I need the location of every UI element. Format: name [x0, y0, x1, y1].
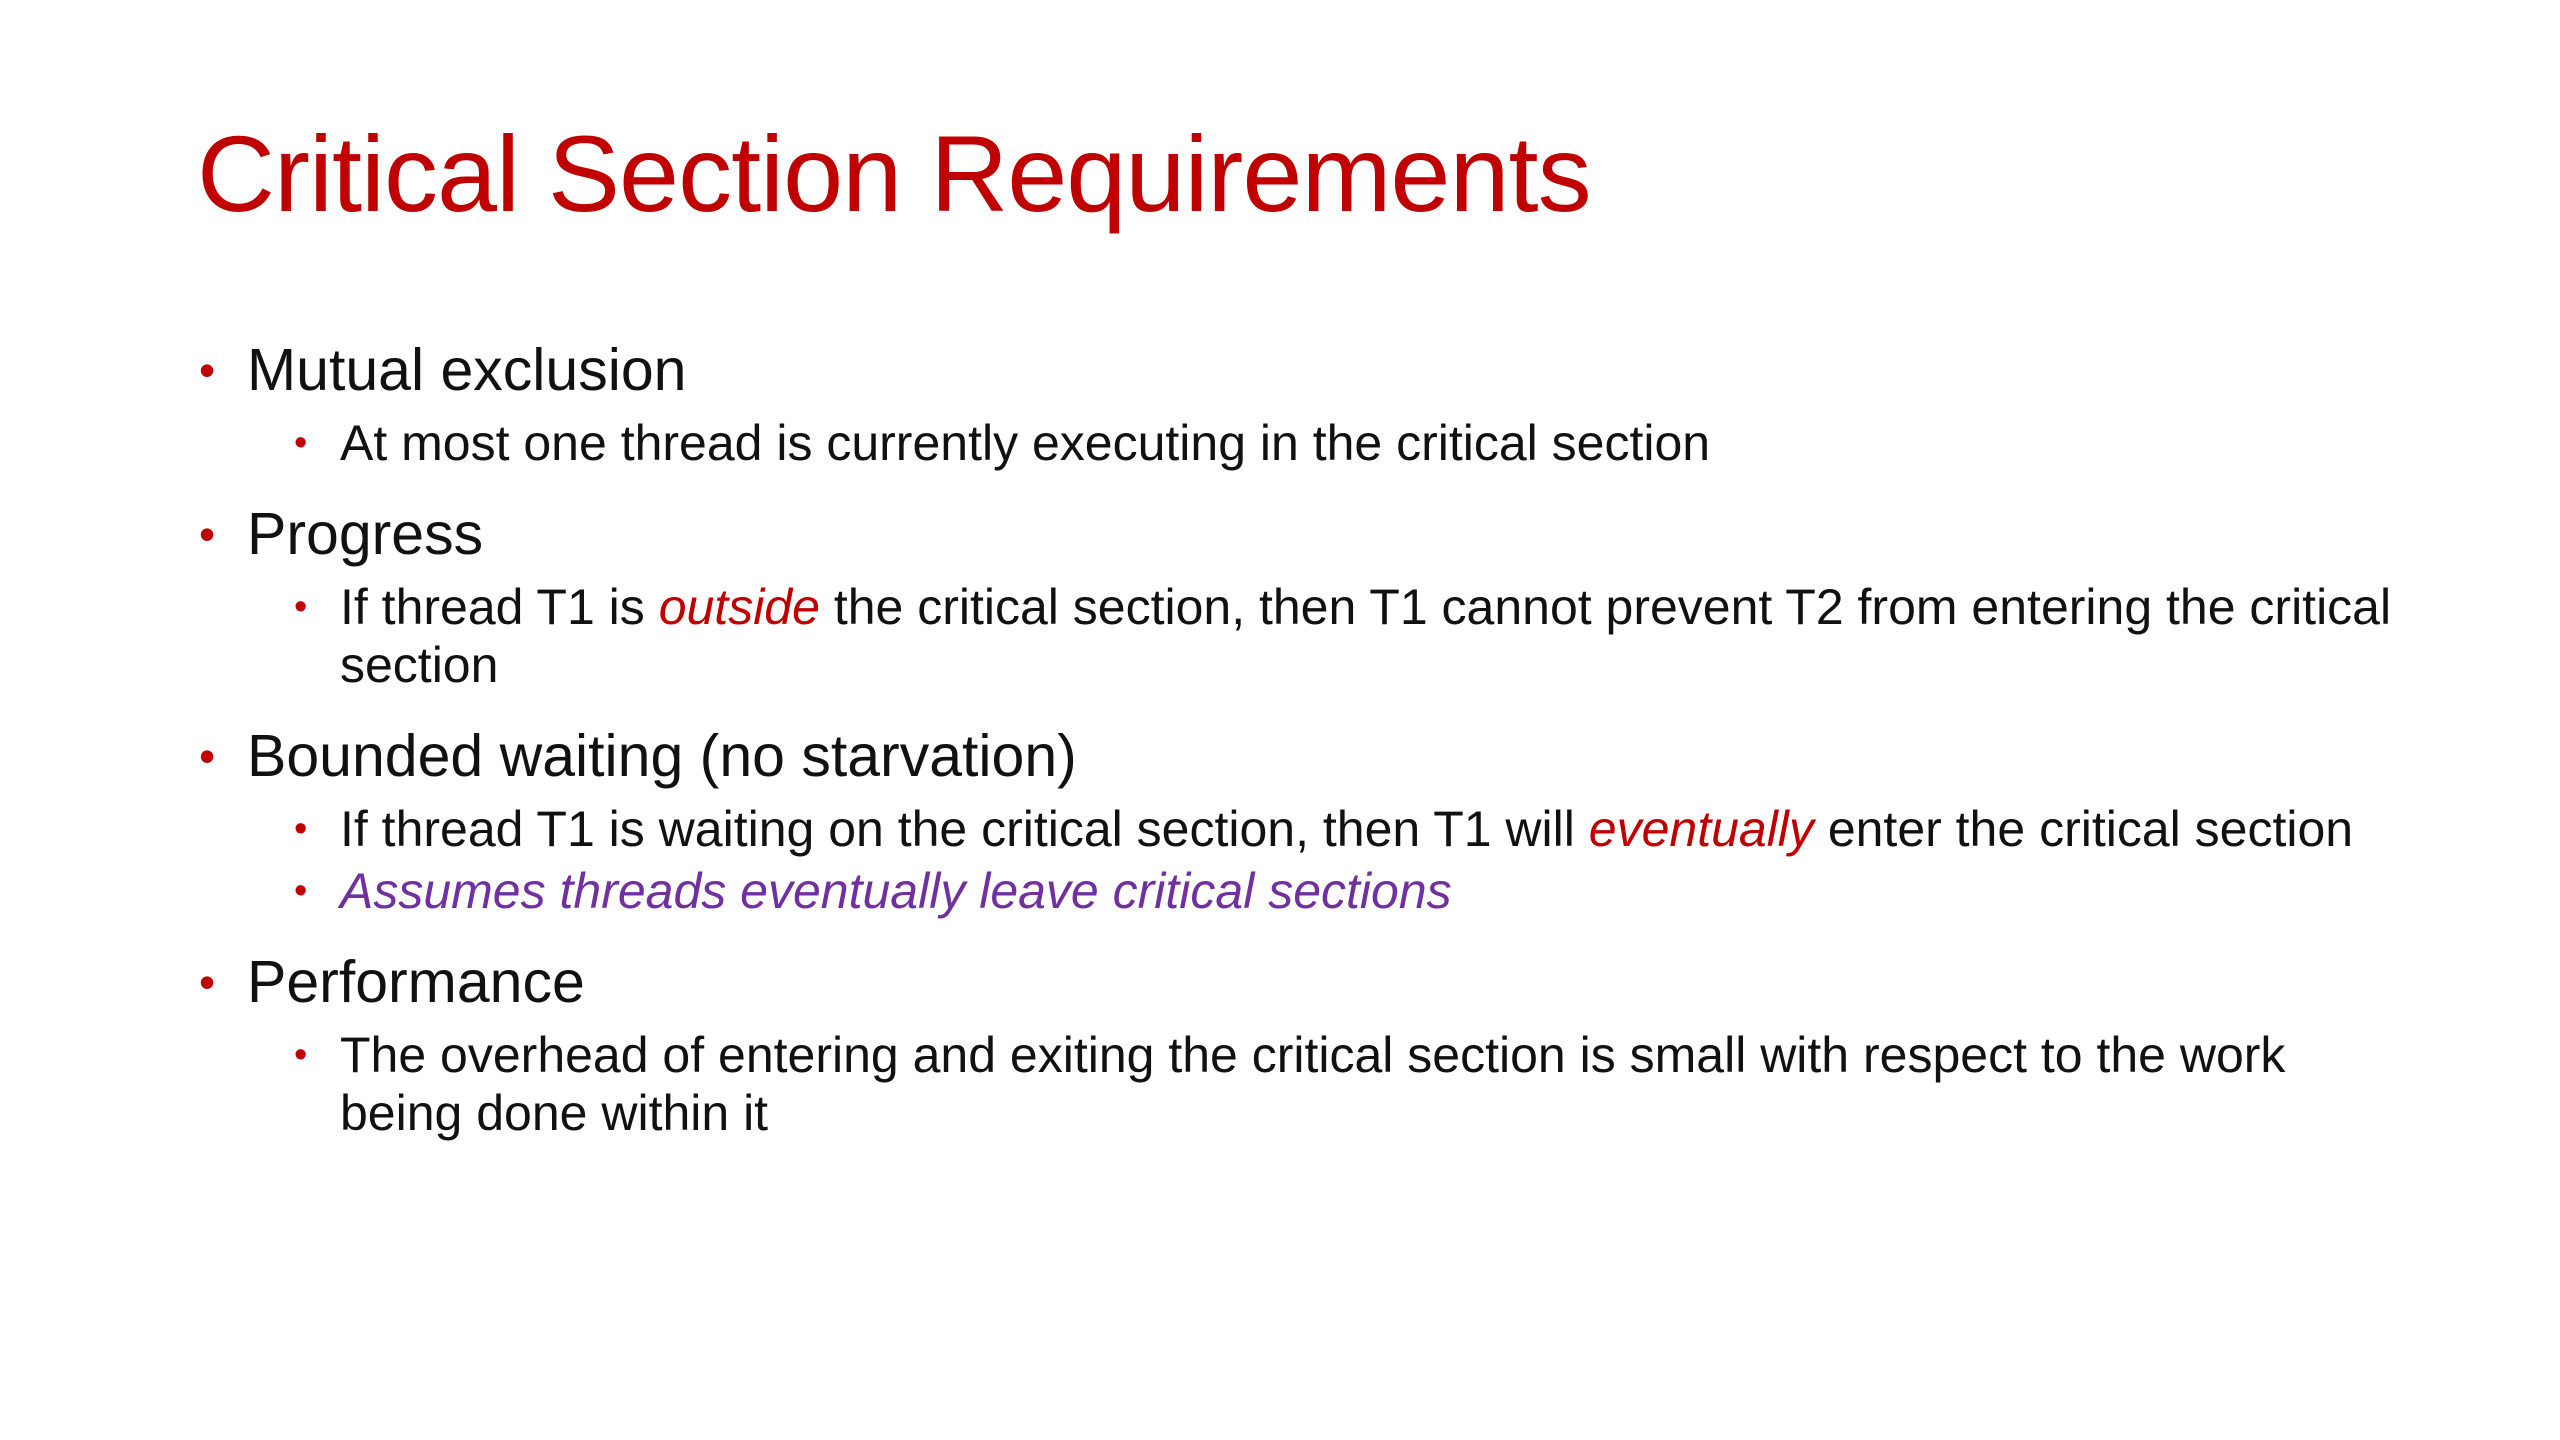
bullet-dot-icon: •: [294, 586, 308, 628]
bullet-heading: Performance: [247, 949, 585, 1015]
bullet-dot-icon: •: [199, 344, 216, 396]
bullet-mutual-exclusion: [197, 330, 2397, 410]
bullet-progress: [197, 494, 2397, 574]
bullet-dot-icon: •: [294, 870, 308, 912]
sub-bullet-note: [294, 862, 2397, 920]
bullet-heading: Progress: [247, 501, 484, 567]
sub-bullet-text-pre: If thread T1 is waiting on the critical section, then T1 will: [340, 801, 1589, 857]
slide-title: Critical Section Requirements: [197, 113, 1591, 234]
bullet-list: [197, 330, 2397, 1142]
sub-bullet: [294, 800, 2397, 858]
bullet-dot-icon: •: [199, 956, 216, 1008]
bullet-dot-icon: •: [294, 422, 308, 464]
sub-bullet: [294, 578, 2397, 694]
sub-bullet-text-pre: If thread T1 is: [340, 579, 659, 635]
emphasis-text: eventually: [1588, 801, 1814, 857]
sub-bullet-text: The overhead of entering and exiting the critical section is small with respect to the work being done within it: [340, 1027, 2286, 1141]
sub-bullet: [294, 1026, 2397, 1142]
note-text: Assumes threads eventually leave critical sections: [340, 863, 1452, 919]
sub-bullet-text-post: the critical section, then T1 cannot prevent T2 from entering the critical section: [340, 579, 2392, 693]
sub-bullet-text-post: enter the critical section: [1813, 801, 2354, 857]
bullet-dot-icon: •: [294, 1034, 308, 1076]
sub-bullet: [294, 414, 2397, 472]
bullet-dot-icon: •: [294, 808, 308, 850]
emphasis-text: outside: [658, 579, 820, 635]
bullet-bounded-waiting: [197, 716, 2397, 796]
bullet-heading: Bounded waiting (no starvation): [247, 723, 1077, 789]
sub-bullet-text: At most one thread is currently executing in the critical section: [340, 415, 1711, 471]
bullet-performance: [197, 942, 2397, 1022]
bullet-heading: Mutual exclusion: [247, 337, 687, 403]
bullet-dot-icon: •: [199, 730, 216, 782]
bullet-dot-icon: •: [199, 508, 216, 560]
